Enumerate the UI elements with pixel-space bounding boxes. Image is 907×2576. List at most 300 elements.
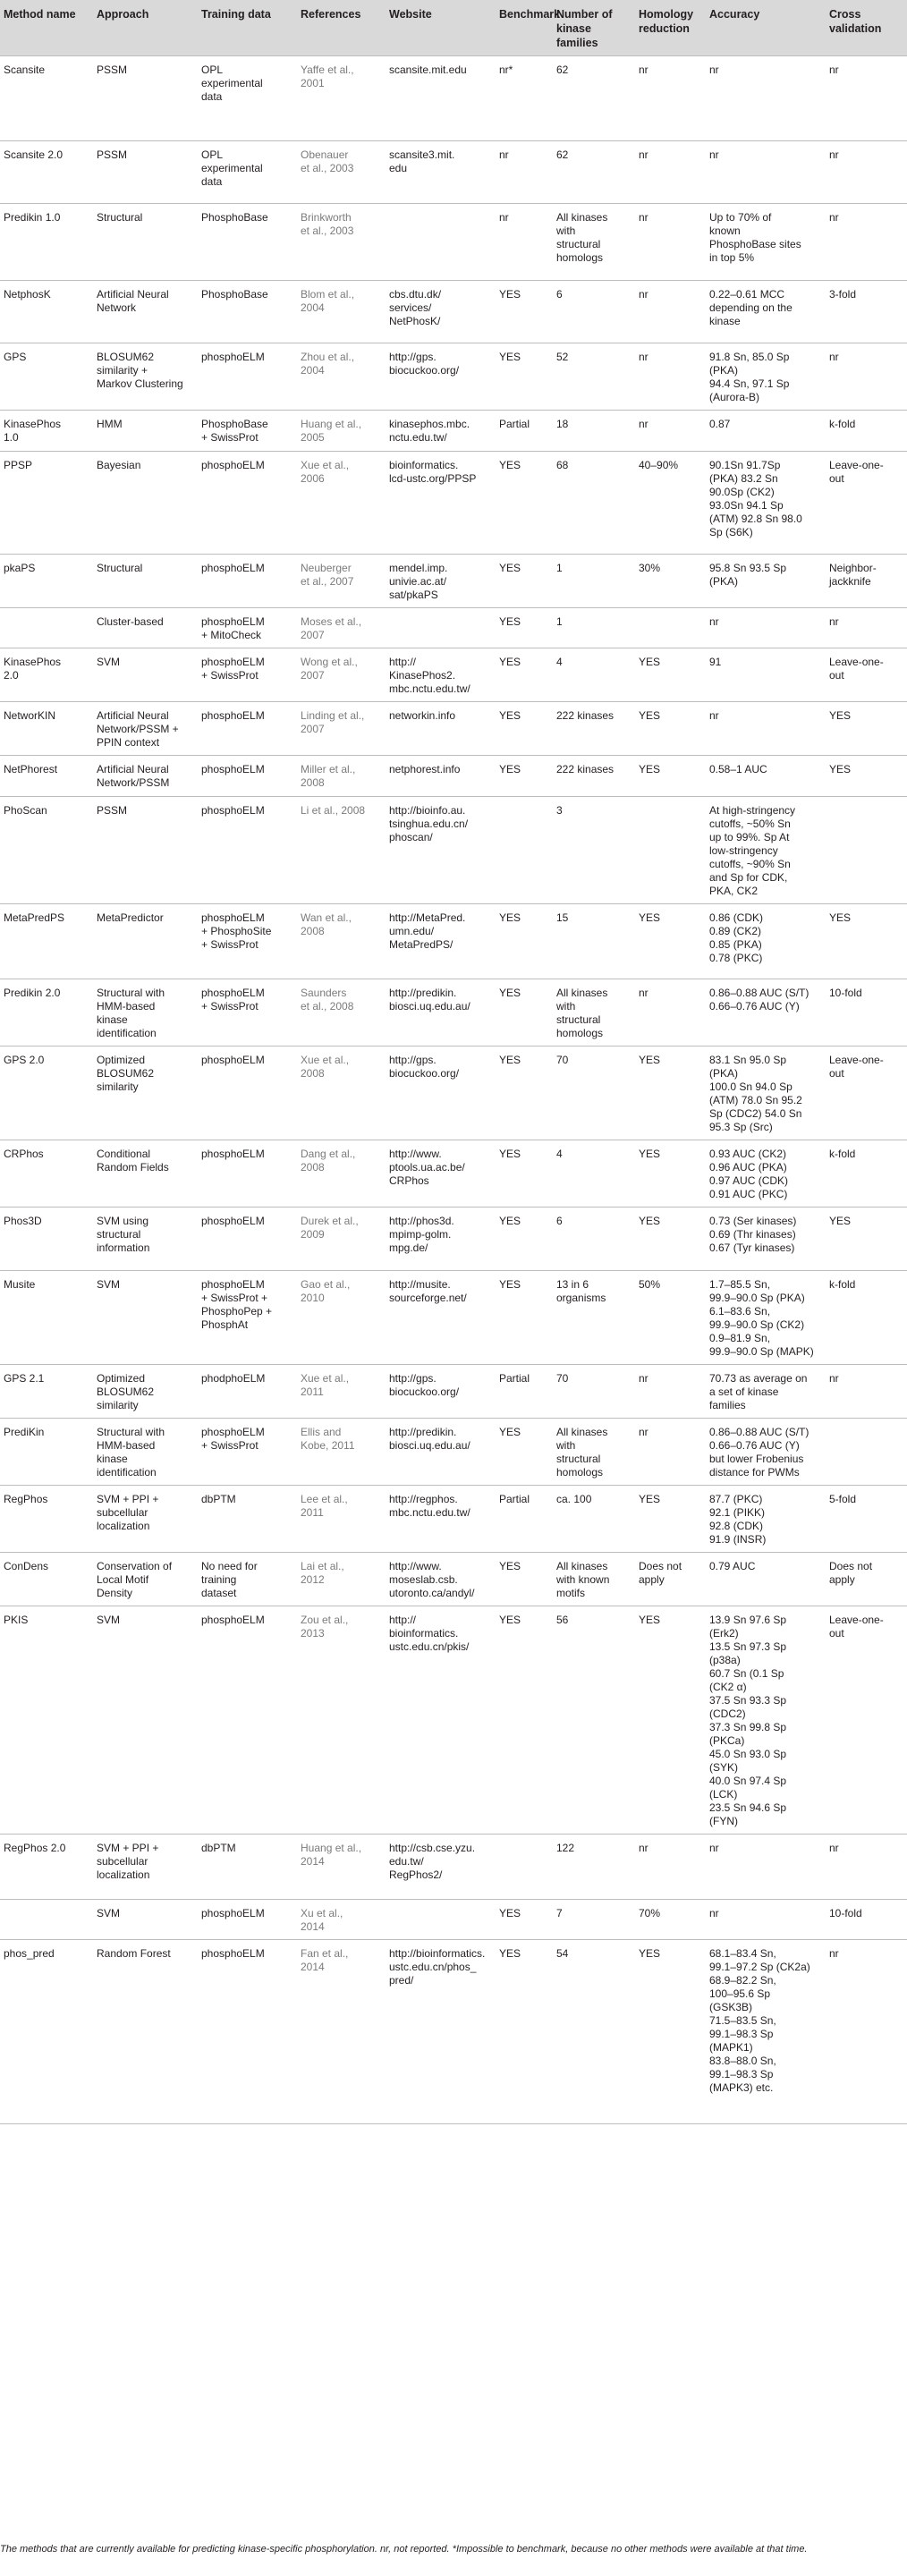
cell-line: Cluster-based: [97, 615, 164, 628]
cell-approach: [93, 1046, 198, 1140]
cell-line: 68.1–83.4 Sn,: [709, 1947, 776, 1960]
cell-cross-validation: [826, 1553, 907, 1606]
cell-line: Structural: [97, 211, 143, 224]
cell-references: [297, 1140, 386, 1208]
cell-homology-reduction: [635, 1419, 706, 1486]
cell-website[interactable]: [386, 1940, 496, 2124]
cell-approach: [93, 1486, 198, 1553]
cell-line: 0.85 (PKA): [709, 938, 762, 951]
cell-method-name: [0, 1046, 93, 1140]
cell-accuracy: [706, 608, 826, 648]
cell-method-name: [0, 702, 93, 756]
cell-kinase-families: [553, 904, 635, 979]
cell-line: 0.86 (CDK): [709, 911, 764, 924]
cell-website[interactable]: [386, 797, 496, 904]
cell-benchmark: [496, 343, 553, 411]
cell-website[interactable]: [386, 452, 496, 555]
cell-website[interactable]: [386, 756, 496, 797]
cell-training-data: [198, 204, 297, 281]
cell-accuracy: [706, 756, 826, 797]
cell-website[interactable]: [386, 1365, 496, 1419]
cell-approach: [93, 1271, 198, 1365]
cell-line: mpg.de/: [389, 1241, 428, 1254]
cell-line: (PKA): [709, 575, 739, 588]
cell-line: 99.9–90.0 Sp (PKA): [709, 1292, 805, 1304]
cell-website[interactable]: [386, 343, 496, 411]
cell-method-name: [0, 1365, 93, 1419]
cell-kinase-families: [553, 56, 635, 141]
cell-line: (MAPK1): [709, 2041, 753, 2054]
cell-line: YES: [499, 1907, 521, 1919]
cell-approach: [93, 1365, 198, 1419]
cell-line: 0.73 (Ser kinases): [709, 1215, 797, 1227]
cell-website[interactable]: [386, 1046, 496, 1140]
cell-website[interactable]: [386, 141, 496, 204]
cell-line: pkaPS: [4, 562, 36, 574]
cell-line: Brinkworth: [301, 211, 352, 224]
cell-line: tsinghua.edu.cn/: [389, 818, 469, 830]
cell-line: Leave-one-: [829, 459, 884, 471]
cell-method-name: [0, 1553, 93, 1606]
cell-line: 2013: [301, 1627, 325, 1640]
cell-line: cbs.dtu.dk/: [389, 288, 442, 301]
cell-kinase-families: [553, 1419, 635, 1486]
cell-line: 90.0Sp (CK2): [709, 486, 775, 498]
cell-line: 100.0 Sn 94.0 Sp: [709, 1080, 793, 1093]
table-row: [0, 1140, 907, 1208]
cell-line: Partial: [499, 418, 530, 430]
cell-line: PSSM: [97, 804, 128, 817]
cell-line: 2014: [301, 1961, 325, 1973]
cell-line: biosci.uq.edu.au/: [389, 1439, 470, 1452]
cell-website[interactable]: [386, 1835, 496, 1900]
cell-references: [297, 1486, 386, 1553]
cell-line: 92.1 (PIKK): [709, 1506, 766, 1519]
cell-training-data: [198, 1835, 297, 1900]
cell-line: univie.ac.at/: [389, 575, 447, 588]
cell-accuracy: [706, 1486, 826, 1553]
cell-method-name: [0, 904, 93, 979]
cell-line: YES: [499, 288, 521, 301]
table-row: [0, 1365, 907, 1419]
cell-benchmark: [496, 1271, 553, 1365]
cell-line: with: [556, 1439, 576, 1452]
cell-line: networkin.info: [389, 709, 456, 722]
cell-cross-validation: [826, 1208, 907, 1271]
cell-line: + PhosphoSite: [201, 925, 272, 937]
cell-line: Huang et al.,: [301, 418, 362, 430]
cell-homology-reduction: [635, 343, 706, 411]
col-header-training-data: Training data: [198, 0, 297, 56]
cell-line: 94.4 Sn, 97.1 Sp: [709, 377, 790, 390]
cell-benchmark: [496, 1606, 553, 1835]
cell-approach: [93, 1835, 198, 1900]
cell-line: 1.0: [4, 431, 19, 444]
cell-benchmark: [496, 56, 553, 141]
cell-homology-reduction: [635, 608, 706, 648]
cell-website[interactable]: [386, 1140, 496, 1208]
cell-line: YES: [639, 1215, 661, 1227]
cell-line: Predikin 1.0: [4, 211, 61, 224]
cell-line: http://bioinformatics.: [389, 1947, 486, 1960]
cell-accuracy: [706, 1046, 826, 1140]
cell-line: training: [201, 1573, 237, 1586]
cell-line: 2010: [301, 1292, 325, 1304]
cell-benchmark: [496, 555, 553, 608]
cell-line: Wan et al.,: [301, 911, 352, 924]
table-row: [0, 204, 907, 281]
cell-approach: [93, 1940, 198, 2124]
cell-benchmark: [496, 648, 553, 702]
cell-benchmark: [496, 411, 553, 452]
cell-line: homologs: [556, 1466, 604, 1479]
cell-website[interactable]: [386, 1606, 496, 1835]
cell-line: Artificial Neural: [97, 763, 169, 775]
cell-homology-reduction: [635, 1553, 706, 1606]
cell-line: + SwissProt: [201, 1000, 259, 1013]
cell-line: (GSK3B): [709, 2001, 753, 2013]
table-row: [0, 1419, 907, 1486]
cell-accuracy: [706, 343, 826, 411]
cell-accuracy: [706, 204, 826, 281]
cell-line: 56: [556, 1614, 569, 1626]
cell-line: pred/: [389, 1974, 414, 1987]
cell-line: 99.9–90.0 Sp (CK2): [709, 1318, 805, 1331]
cell-approach: [93, 1419, 198, 1486]
cell-line: CRPhos: [4, 1148, 44, 1160]
cell-website[interactable]: [386, 702, 496, 756]
cell-line: depending on the: [709, 301, 793, 314]
cell-line: PhosphAt: [201, 1318, 249, 1331]
cell-benchmark: [496, 281, 553, 343]
cell-approach: [93, 343, 198, 411]
cell-line: mbc.nctu.edu.tw/: [389, 1506, 470, 1519]
cell-line: nr: [829, 148, 839, 161]
cell-line: 2009: [301, 1228, 325, 1241]
cell-cross-validation: [826, 1271, 907, 1365]
cell-approach: [93, 1553, 198, 1606]
cell-line: http://gps.: [389, 1054, 437, 1066]
cell-method-name: [0, 756, 93, 797]
cell-line: 0.79 AUC: [709, 1560, 756, 1572]
cell-method-name: [0, 648, 93, 702]
cell-accuracy: [706, 1606, 826, 1835]
cell-line: YES: [499, 1054, 521, 1066]
cell-line: low-stringency: [709, 844, 778, 857]
cell-line: phoscan/: [389, 831, 433, 843]
cell-line: phosphoELM: [201, 459, 265, 471]
cell-website[interactable]: [386, 1486, 496, 1553]
cell-training-data: [198, 1940, 297, 2124]
cell-training-data: [198, 648, 297, 702]
cell-line: http://predikin.: [389, 987, 457, 999]
table-row: [0, 411, 907, 452]
cell-kinase-families: [553, 1486, 635, 1553]
cell-line: nctu.edu.tw/: [389, 431, 447, 444]
cell-method-name: [0, 797, 93, 904]
cell-training-data: [198, 797, 297, 904]
cell-homology-reduction: [635, 1140, 706, 1208]
cell-references: [297, 204, 386, 281]
cell-line: 0.97 AUC (CDK): [709, 1174, 789, 1187]
cell-website[interactable]: [386, 648, 496, 702]
cell-line: 95.3 Sp (Src): [709, 1121, 773, 1133]
cell-references: [297, 56, 386, 141]
cell-kinase-families: [553, 343, 635, 411]
cell-website[interactable]: [386, 281, 496, 343]
cell-approach: [93, 648, 198, 702]
table-row: [0, 1940, 907, 2124]
cell-accuracy: [706, 411, 826, 452]
cell-line: YES: [499, 1215, 521, 1227]
cell-line: + SwissProt: [201, 669, 259, 682]
col-header-benchmark: Benchmark: [496, 0, 553, 56]
cell-approach: [93, 1140, 198, 1208]
cell-line: similarity: [97, 1399, 139, 1411]
cell-line: http://MetaPred.: [389, 911, 466, 924]
cell-line: nr: [829, 211, 839, 224]
cell-line: http://phos3d.: [389, 1215, 454, 1227]
cell-cross-validation: [826, 555, 907, 608]
cell-line: phosphoELM: [201, 615, 265, 628]
cell-line: Ellis and: [301, 1426, 342, 1438]
cell-line: All kinases: [556, 211, 608, 224]
cell-benchmark: [496, 1835, 553, 1900]
table-row: [0, 1553, 907, 1606]
cell-references: [297, 1046, 386, 1140]
cell-line: known: [709, 225, 741, 237]
cell-line: 54: [556, 1947, 569, 1960]
cell-line: (PKA) 83.2 Sn: [709, 472, 778, 485]
cell-line: dataset: [201, 1587, 237, 1599]
cell-website[interactable]: [386, 1553, 496, 1606]
cell-line: k-fold: [829, 1148, 856, 1160]
cell-website[interactable]: [386, 555, 496, 608]
cell-homology-reduction: [635, 1271, 706, 1365]
cell-line: similarity +: [97, 364, 148, 377]
cell-line: YES: [499, 562, 521, 574]
cell-line: similarity: [97, 1080, 139, 1093]
table-row: [0, 452, 907, 555]
cell-approach: [93, 452, 198, 555]
cell-line: 222 kinases: [556, 763, 615, 775]
cell-website[interactable]: [386, 1208, 496, 1271]
cell-training-data: [198, 608, 297, 648]
cell-line: phosphoELM: [201, 562, 265, 574]
cell-cross-validation: [826, 648, 907, 702]
table-footnote: The methods that are currently available for predicting kinase-specific phosphorylation. nr, not reported. *Impossible to benchmark, because no other methods were available at that time.: [0, 2544, 808, 2555]
cell-line: YES: [499, 615, 521, 628]
cell-line: 2014: [301, 1920, 325, 1933]
cell-line: http://csb.cse.yzu.: [389, 1842, 476, 1854]
cell-training-data: [198, 702, 297, 756]
cell-line: Fan et al.,: [301, 1947, 349, 1960]
cell-line: SVM: [97, 1907, 121, 1919]
cell-training-data: [198, 1271, 297, 1365]
cell-line: nr: [829, 1947, 839, 1960]
cell-line: nr: [709, 148, 719, 161]
cell-line: experimental: [201, 77, 263, 89]
cell-line: http://www.: [389, 1560, 442, 1572]
col-header-approach: Approach: [93, 0, 198, 56]
cell-line: PhosphoBase: [201, 211, 268, 224]
cell-line: motifs: [556, 1587, 586, 1599]
cell-website[interactable]: [386, 56, 496, 141]
cell-line: Random Fields: [97, 1161, 169, 1174]
cell-training-data: [198, 343, 297, 411]
cell-website: [386, 608, 496, 648]
cell-cross-validation: [826, 608, 907, 648]
cell-line: KinasePhos2.: [389, 669, 456, 682]
cell-line: (CK2 α): [709, 1681, 747, 1693]
cell-line: 0.86–0.88 AUC (S/T): [709, 1426, 810, 1438]
cell-references: [297, 411, 386, 452]
cell-line: (ATM) 92.8 Sn 98.0: [709, 513, 802, 525]
cell-line: PPIN context: [97, 736, 160, 749]
cell-line: 0.66–0.76 AUC (Y): [709, 1439, 800, 1452]
cell-training-data: [198, 56, 297, 141]
cell-line: 40.0 Sn 97.4 Sp: [709, 1775, 787, 1787]
cell-benchmark: [496, 204, 553, 281]
table-row: [0, 281, 907, 343]
cell-line: nr: [639, 987, 648, 999]
cell-line: identification: [97, 1466, 157, 1479]
cell-line: nr: [639, 211, 648, 224]
cell-accuracy: [706, 904, 826, 979]
cell-kinase-families: [553, 141, 635, 204]
cell-line: KinasePhos: [4, 656, 62, 668]
cell-benchmark: [496, 702, 553, 756]
cell-line: Structural with: [97, 1426, 165, 1438]
table-body: [0, 56, 907, 2124]
cell-line: 2007: [301, 723, 325, 735]
cell-benchmark: [496, 1940, 553, 2124]
col-header-cross-validation: Cross validation: [826, 0, 907, 56]
cell-website[interactable]: [386, 1419, 496, 1486]
cell-line: (MAPK3) etc.: [709, 2081, 774, 2094]
cell-line: Sp (CDC2) 54.0 Sn: [709, 1107, 802, 1120]
cell-homology-reduction: [635, 979, 706, 1046]
cell-training-data: [198, 1606, 297, 1835]
cell-benchmark: [496, 756, 553, 797]
cell-line: Xue et al.,: [301, 1372, 350, 1385]
cell-line: edu: [389, 162, 408, 174]
cell-accuracy: [706, 141, 826, 204]
cell-line: (PKCa): [709, 1734, 745, 1747]
cell-kinase-families: [553, 1208, 635, 1271]
cell-line: et al., 2003: [301, 162, 354, 174]
cell-line: nr: [829, 1842, 839, 1854]
cell-line: 50%: [639, 1278, 661, 1291]
cell-benchmark: [496, 797, 553, 904]
cell-line: phodphoELM: [201, 1372, 266, 1385]
cell-approach: [93, 904, 198, 979]
cell-line: identification: [97, 1027, 157, 1039]
cell-references: [297, 702, 386, 756]
cell-line: http://: [389, 656, 417, 668]
cell-line: 2008: [301, 1067, 325, 1080]
cell-references: [297, 1553, 386, 1606]
cell-line: MetaPredPS/: [389, 938, 454, 951]
cell-line: phosphoELM: [201, 709, 265, 722]
cell-line: bioinformatics.: [389, 1627, 459, 1640]
cell-line: ptools.ua.ac.be/: [389, 1161, 465, 1174]
cell-line: nr: [639, 1426, 648, 1438]
cell-website[interactable]: [386, 411, 496, 452]
cell-line: 0.58–1 AUC: [709, 763, 767, 775]
col-header-website: Website: [386, 0, 496, 56]
cell-line: Predikin 2.0: [4, 987, 61, 999]
cell-kinase-families: [553, 411, 635, 452]
cell-line: 2001: [301, 77, 325, 89]
cell-line: 7: [556, 1907, 563, 1919]
cell-kinase-families: [553, 797, 635, 904]
cell-kinase-families: [553, 1553, 635, 1606]
cell-line: BLOSUM62: [97, 1385, 155, 1398]
cell-line: 0.67 (Tyr kinases): [709, 1241, 795, 1254]
cell-line: 83.8–88.0 Sn,: [709, 2055, 776, 2067]
cell-training-data: [198, 1486, 297, 1553]
cell-method-name: [0, 411, 93, 452]
cell-method-name: [0, 1940, 93, 2124]
cell-line: phosphoELM: [201, 1947, 265, 1960]
cell-line: nr: [639, 1842, 648, 1854]
cell-method-name: [0, 1486, 93, 1553]
cell-benchmark: [496, 1419, 553, 1486]
cell-training-data: [198, 141, 297, 204]
cell-line: 3-fold: [829, 288, 857, 301]
cell-line: 83.1 Sn 95.0 Sp: [709, 1054, 787, 1066]
cell-accuracy: [706, 555, 826, 608]
cell-line: 2008: [301, 925, 325, 937]
cell-line: NetPhorest: [4, 763, 58, 775]
cell-cross-validation: [826, 281, 907, 343]
cell-website[interactable]: [386, 979, 496, 1046]
cell-line: PKIS: [4, 1614, 29, 1626]
cell-line: 6: [556, 288, 563, 301]
cell-line: Structural with: [97, 987, 165, 999]
cell-line: Leave-one-: [829, 1054, 884, 1066]
cell-line: YES: [639, 1054, 661, 1066]
cell-line: 70: [556, 1054, 569, 1066]
cell-line: YES: [499, 763, 521, 775]
cell-line: 2004: [301, 301, 325, 314]
cell-line: nr: [709, 615, 719, 628]
cell-approach: [93, 204, 198, 281]
cell-line: 10-fold: [829, 987, 862, 999]
cell-line: (PKA): [709, 1067, 739, 1080]
cell-line: 2008: [301, 1161, 325, 1174]
table-row: [0, 648, 907, 702]
cell-line: et al., 2003: [301, 225, 354, 237]
table-row: [0, 141, 907, 204]
cell-line: Does not: [829, 1560, 873, 1572]
cell-line: RegPhos 2.0: [4, 1842, 66, 1854]
cell-training-data: [198, 1419, 297, 1486]
cell-references: [297, 1419, 386, 1486]
cell-method-name: [0, 1900, 93, 1940]
cell-method-name: [0, 1271, 93, 1365]
cell-homology-reduction: [635, 702, 706, 756]
cell-website[interactable]: [386, 1271, 496, 1365]
cell-line: 10-fold: [829, 1907, 862, 1919]
cell-line: structural: [556, 1453, 601, 1465]
cell-line: lcd-ustc.org/PPSP: [389, 472, 477, 485]
cell-line: YES: [639, 1947, 661, 1960]
cell-homology-reduction: [635, 756, 706, 797]
cell-website[interactable]: [386, 904, 496, 979]
cell-references: [297, 452, 386, 555]
